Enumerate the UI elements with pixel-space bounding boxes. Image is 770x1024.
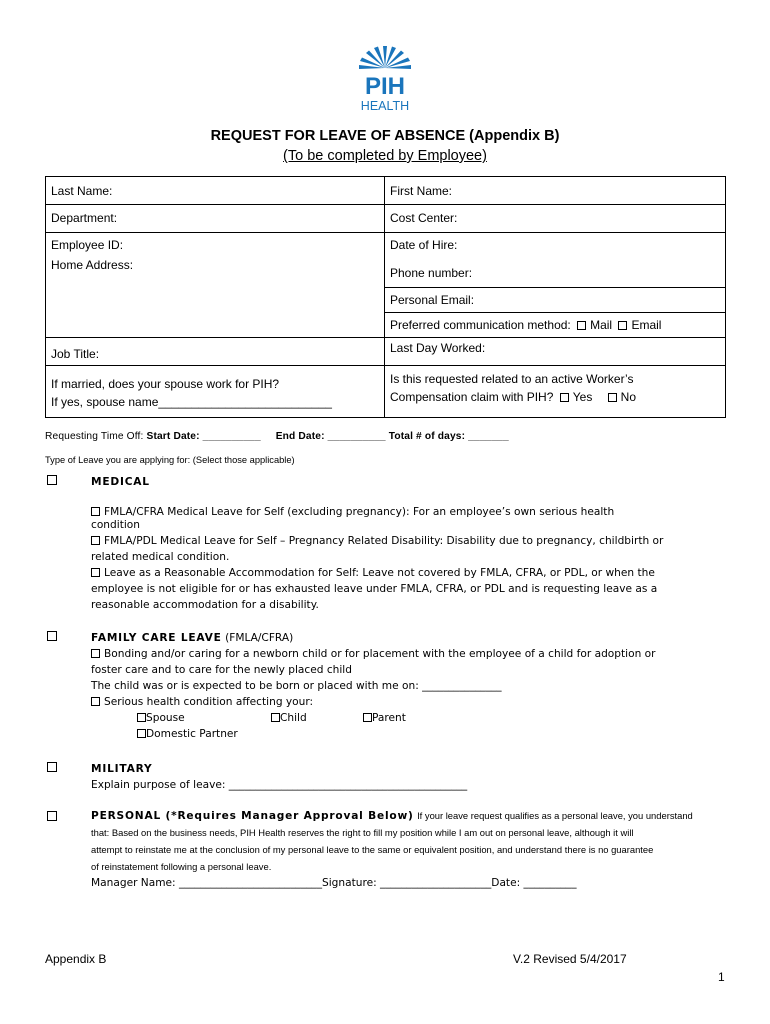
page-subtitle: (To be completed by Employee) bbox=[283, 148, 487, 164]
military-section bbox=[91, 761, 731, 793]
reasonable-accommodation-text-3: reasonable accommodation for a disability. bbox=[91, 599, 319, 611]
page-number: 1 bbox=[718, 970, 725, 984]
parent-label: Parent bbox=[372, 712, 406, 724]
date-of-hire-field[interactable] bbox=[385, 233, 726, 260]
employee-info-table bbox=[45, 176, 726, 418]
workers-comp-no-label: No bbox=[620, 390, 637, 404]
fmla-cfra-self-text-cont: condition bbox=[91, 519, 140, 531]
family-care-checkbox[interactable] bbox=[47, 631, 57, 641]
workers-comp-field bbox=[385, 366, 726, 418]
requesting-time-off-label: Requesting Time Off: bbox=[45, 431, 144, 442]
serious-health-checkbox[interactable] bbox=[91, 697, 100, 706]
domestic-partner-label: Domestic Partner bbox=[146, 728, 238, 740]
email-checkbox[interactable] bbox=[618, 321, 627, 330]
fmla-pdl-self-text: FMLA/PDL Medical Leave for Self – Pregnancy Related Disability: Disability due to pregnancy, childbirth or bbox=[104, 535, 664, 547]
cost-center-label: Cost Center: bbox=[390, 211, 458, 225]
workers-comp-yes-checkbox[interactable] bbox=[560, 393, 569, 402]
first-name-label: First Name: bbox=[390, 184, 453, 198]
spouse-question-line2: If yes, spouse name__________________________ bbox=[51, 395, 332, 409]
bonding-text: Bonding and/or caring for a newborn child or for placement with the employee of a child for adoption or bbox=[104, 648, 656, 660]
personal-email-label: Personal Email: bbox=[390, 293, 475, 307]
home-address-label: Home Address: bbox=[51, 258, 134, 272]
personal-text-line3: attempt to reinstate me at the conclusion of my personal leave to the same or equivalent position, and understand there is no guarantee bbox=[91, 844, 654, 855]
child-born-date-line[interactable]: The child was or is expected to be born or placed with me on: _______________ bbox=[91, 680, 502, 692]
personal-section bbox=[91, 808, 731, 891]
personal-text-line2: that: Based on the business needs, PIH Health reserves the right to fill my position while I am out on personal leave, although it will bbox=[91, 827, 634, 838]
job-title-label: Job Title: bbox=[51, 347, 100, 361]
military-explain-line[interactable]: Explain purpose of leave: _____________________________________________ bbox=[91, 779, 468, 791]
phone-number-field[interactable] bbox=[385, 260, 726, 288]
last-day-worked-label: Last Day Worked: bbox=[390, 341, 486, 355]
spouse-checkbox[interactable] bbox=[137, 713, 146, 722]
pih-health-logo bbox=[350, 42, 420, 114]
mail-label: Mail bbox=[590, 318, 613, 332]
end-date-field[interactable]: End Date: __________ bbox=[275, 431, 386, 442]
fmla-pdl-self-checkbox[interactable] bbox=[91, 536, 100, 545]
family-care-section bbox=[91, 630, 731, 742]
department-field[interactable] bbox=[46, 205, 385, 233]
workers-comp-question-line2: Compensation claim with PIH? bbox=[390, 390, 554, 404]
title-block bbox=[0, 126, 770, 166]
family-care-heading: FAMILY CARE LEAVE bbox=[91, 632, 222, 644]
reasonable-accommodation-text: Leave as a Reasonable Accommodation for Self: Leave not covered by FMLA, CFRA, or PDL, or when the bbox=[104, 567, 655, 579]
child-label: Child bbox=[280, 712, 307, 724]
family-care-heading-suffix: (FMLA/CFRA) bbox=[225, 632, 294, 644]
manager-approval-line[interactable]: Manager Name: ___________________________Signature: _____________________Date: __________ bbox=[91, 877, 577, 889]
spouse-question-field[interactable] bbox=[46, 366, 385, 418]
last-day-worked-field[interactable] bbox=[385, 338, 726, 366]
page-title: REQUEST FOR LEAVE OF ABSENCE (Appendix B) bbox=[210, 128, 560, 144]
logo-text-health: HEALTH bbox=[360, 99, 410, 113]
email-label: Email bbox=[631, 318, 662, 332]
mail-checkbox[interactable] bbox=[577, 321, 586, 330]
workers-comp-question-line1: Is this requested related to an active Worker’s bbox=[390, 372, 634, 386]
medical-heading: MEDICAL bbox=[91, 476, 150, 488]
workers-comp-yes-label: Yes bbox=[572, 390, 593, 404]
preferred-communication-field bbox=[385, 313, 726, 338]
employee-id-address-field[interactable] bbox=[46, 233, 385, 338]
medical-section bbox=[91, 474, 731, 613]
workers-comp-no-checkbox[interactable] bbox=[608, 393, 617, 402]
logo-text-pih: PIH bbox=[364, 73, 406, 100]
department-label: Department: bbox=[51, 211, 118, 225]
date-of-hire-label: Date of Hire: bbox=[390, 238, 458, 252]
fmla-pdl-self-text-cont: related medical condition. bbox=[91, 551, 230, 563]
bonding-text-cont: foster care and to care for the newly placed child bbox=[91, 664, 352, 676]
preferred-communication-label: Preferred communication method: bbox=[390, 318, 571, 332]
fmla-cfra-self-text: FMLA/CFRA Medical Leave for Self (excluding pregnancy): For an employee’s own serious health bbox=[104, 506, 615, 518]
phone-number-label: Phone number: bbox=[390, 265, 473, 280]
last-name-field[interactable] bbox=[46, 177, 385, 205]
cost-center-field[interactable] bbox=[385, 205, 726, 233]
military-heading: MILITARY bbox=[91, 763, 153, 775]
fmla-cfra-self-checkbox[interactable] bbox=[91, 507, 100, 516]
footer-appendix-label: Appendix B bbox=[45, 952, 107, 966]
serious-health-text: Serious health condition affecting your: bbox=[104, 696, 314, 708]
employee-id-label: Employee ID: bbox=[51, 238, 124, 252]
personal-text-line1: If your leave request qualifies as a personal leave, you understand bbox=[417, 810, 693, 821]
footer-version: V.2 Revised 5/4/2017 bbox=[513, 952, 627, 966]
personal-heading: PERSONAL (*Requires Manager Approval Below) bbox=[91, 810, 414, 822]
spouse-label: Spouse bbox=[146, 712, 185, 724]
requesting-time-off-row bbox=[45, 431, 509, 442]
personal-text-line4: of reinstatement following a personal leave. bbox=[91, 861, 272, 872]
personal-email-field[interactable] bbox=[385, 288, 726, 313]
start-date-field[interactable]: Start Date: __________ bbox=[146, 431, 261, 442]
military-checkbox[interactable] bbox=[47, 762, 57, 772]
parent-checkbox[interactable] bbox=[363, 713, 372, 722]
medical-checkbox[interactable] bbox=[47, 475, 57, 485]
reasonable-accommodation-text-2: employee is not eligible for or has exhausted leave under FMLA, CFRA, or PDL and is requesting leave as a bbox=[91, 583, 658, 595]
domestic-partner-checkbox[interactable] bbox=[137, 729, 146, 738]
last-name-label: Last Name: bbox=[51, 184, 113, 198]
reasonable-accommodation-checkbox[interactable] bbox=[91, 568, 100, 577]
job-title-field[interactable] bbox=[46, 338, 385, 366]
spouse-question-line1: If married, does your spouse work for PIH? bbox=[51, 377, 280, 391]
personal-checkbox[interactable] bbox=[47, 811, 57, 821]
type-of-leave-instruction: Type of Leave you are applying for: (Select those applicable) bbox=[45, 455, 295, 465]
total-days-field[interactable]: Total # of days: _______ bbox=[388, 431, 509, 442]
bonding-checkbox[interactable] bbox=[91, 649, 100, 658]
first-name-field[interactable] bbox=[385, 177, 726, 205]
child-checkbox[interactable] bbox=[271, 713, 280, 722]
